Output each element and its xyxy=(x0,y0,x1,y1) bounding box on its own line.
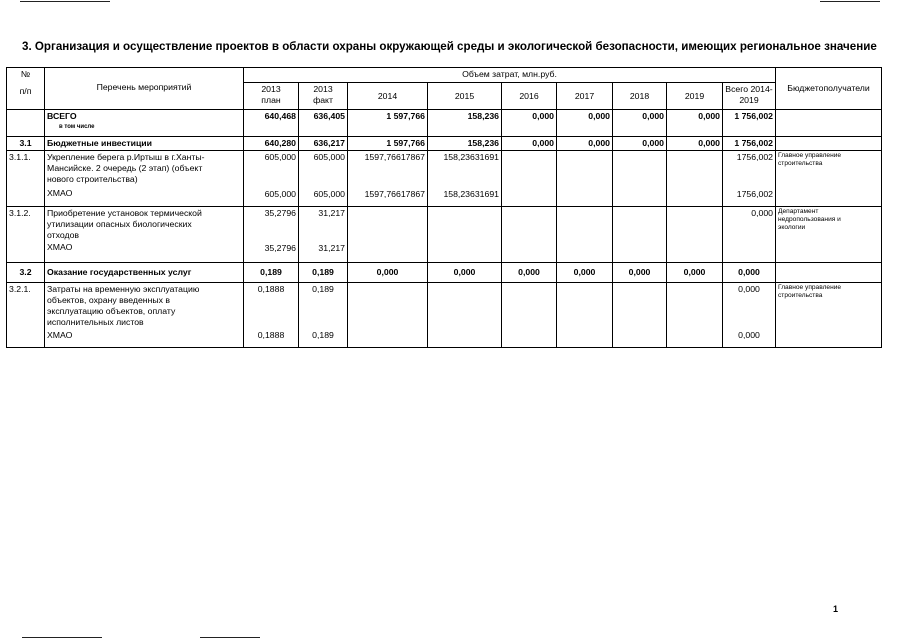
header-2013-plan xyxy=(244,83,299,110)
header-number xyxy=(7,68,45,110)
item-3-1-1-name-line2: Мансийске. 2 очередь (2 этап) (объект xyxy=(47,162,203,173)
item-3-1-1-2015 xyxy=(428,151,502,207)
total-2015: 158,236 xyxy=(428,110,502,137)
total-2013-plan: 640,468 xyxy=(244,110,299,137)
header-2013-fact xyxy=(299,83,348,110)
section-3-2-2014: 0,000 xyxy=(348,263,428,283)
item-3-2-1-recipient xyxy=(776,283,882,348)
item-3-1-2-recipient-line3: экологии xyxy=(778,224,806,232)
item-3-2-1-name-line3: эксплуатацию объектов, оплату xyxy=(47,305,176,316)
total-2016: 0,000 xyxy=(502,110,557,137)
item-row-3-1-1 xyxy=(7,151,882,207)
section-3-2-num: 3.2 xyxy=(7,263,45,283)
item-3-2-1-num: 3.2.1. xyxy=(7,283,45,348)
item-row-3-2-1 xyxy=(7,283,882,348)
item-3-1-1-2019 xyxy=(667,151,723,207)
total-2014: 1 597,766 xyxy=(348,110,428,137)
total-2017: 0,000 xyxy=(557,110,613,137)
section-3-1-total: 1 756,002 xyxy=(723,137,776,151)
header-2019: 2019 xyxy=(667,83,723,110)
section-3-2-name: Оказание государственных услуг xyxy=(45,263,244,283)
item-3-1-1-2014-sub: 1597,76617867 xyxy=(364,188,425,199)
section-3-2-2017: 0,000 xyxy=(557,263,613,283)
item-3-1-1-2018 xyxy=(613,151,667,207)
header-list: Перечень мероприятий xyxy=(45,68,244,110)
total-row xyxy=(7,110,882,137)
item-3-2-1-2013-plan-value: 0,1888 xyxy=(257,284,285,294)
item-3-1-1-name-line3: нового строительства) xyxy=(47,173,138,184)
item-3-1-1-total-sub: 1756,002 xyxy=(736,188,773,199)
item-3-1-2-total-value: 0,000 xyxy=(751,208,773,218)
item-3-1-1-2013-fact-sub: 605,000 xyxy=(313,188,345,199)
item-3-1-1-subregion: ХМАО xyxy=(47,187,73,198)
page-title: 3. Организация и осуществление проектов в области охраны окружающей среды и экологической безопасности, имеющих региональное значение xyxy=(22,40,877,53)
item-3-2-1-2017 xyxy=(557,283,613,348)
header-recipients: Бюджетополучатели xyxy=(776,68,882,110)
section-3-2-2013-plan: 0,189 xyxy=(244,263,299,283)
item-3-1-2-subregion: ХМАО xyxy=(47,241,73,252)
item-3-1-1-2017 xyxy=(557,151,613,207)
item-3-2-1-2019 xyxy=(667,283,723,348)
section-3-1-2013-fact: 636,217 xyxy=(299,137,348,151)
section-3-1-2014: 1 597,766 xyxy=(348,137,428,151)
item-3-1-1-recipient-line2: строительства xyxy=(778,160,823,168)
item-3-2-1-name-line1: Затраты на временную эксплуатацию xyxy=(47,284,200,294)
item-3-1-2-num: 3.1.2. xyxy=(7,207,45,263)
section-3-2-2015: 0,000 xyxy=(428,263,502,283)
item-3-1-1-2015-value: 158,23631691 xyxy=(443,152,499,162)
item-row-3-1-2 xyxy=(7,207,882,263)
section-3-2-2016: 0,000 xyxy=(502,263,557,283)
item-3-1-1-2013-fact-value: 605,000 xyxy=(313,152,345,162)
header-total xyxy=(723,83,776,110)
total-num xyxy=(7,110,45,137)
page-number: 1 xyxy=(833,604,839,614)
item-3-1-2-2017 xyxy=(557,207,613,263)
header-cost: Объем затрат, млн.руб. xyxy=(244,68,776,83)
header-2013-fact-label: факт xyxy=(313,94,333,105)
item-3-1-1-2014-value: 1597,76617867 xyxy=(364,152,425,162)
header-2017: 2017 xyxy=(557,83,613,110)
item-3-1-2-name xyxy=(45,207,244,263)
section-3-1-num: 3.1 xyxy=(7,137,45,151)
section-3-1-recipient xyxy=(776,137,882,151)
cost-table xyxy=(6,67,882,348)
header-2016: 2016 xyxy=(502,83,557,110)
header-2013-fact-year: 2013 xyxy=(313,84,333,94)
section-3-1-2016: 0,000 xyxy=(502,137,557,151)
total-2018: 0,000 xyxy=(613,110,667,137)
item-3-1-1-recipient-line1: Главное управление xyxy=(778,152,842,159)
total-name xyxy=(45,110,244,137)
item-3-2-1-name-line4: исполнительных листов xyxy=(47,316,144,327)
header-2014: 2014 xyxy=(348,83,428,110)
section-3-1-2018: 0,000 xyxy=(613,137,667,151)
item-3-1-2-2013-fact-value: 31,217 xyxy=(318,208,345,218)
item-3-1-1-2016 xyxy=(502,151,557,207)
section-3-1-2013-plan: 640,280 xyxy=(244,137,299,151)
section-3-1-2015: 158,236 xyxy=(428,137,502,151)
item-3-2-1-total-value: 0,000 xyxy=(738,284,760,294)
item-3-1-2-2013-fact xyxy=(299,207,348,263)
header-number-line1: № xyxy=(20,69,31,79)
section-3-2-recipient xyxy=(776,263,882,283)
item-3-1-2-name-line3: отходов xyxy=(47,229,80,240)
item-3-1-2-total xyxy=(723,207,776,263)
item-3-2-1-2013-plan-sub: 0,1888 xyxy=(257,329,285,340)
item-3-2-1-2013-plan xyxy=(244,283,299,348)
header-2013-plan-label: план xyxy=(261,94,281,105)
item-3-2-1-name xyxy=(45,283,244,348)
item-3-1-1-2013-plan xyxy=(244,151,299,207)
header-row-1 xyxy=(7,68,882,83)
item-3-1-1-num: 3.1.1. xyxy=(7,151,45,207)
item-3-1-1-recipient xyxy=(776,151,882,207)
scan-line-top-left xyxy=(20,1,110,2)
item-3-1-2-2016 xyxy=(502,207,557,263)
item-3-2-1-2014 xyxy=(348,283,428,348)
item-3-1-2-2013-plan-value: 35,2796 xyxy=(264,208,296,218)
item-3-2-1-2013-fact-value: 0,189 xyxy=(312,284,334,294)
item-3-1-2-2015 xyxy=(428,207,502,263)
item-3-2-1-2013-fact xyxy=(299,283,348,348)
item-3-1-1-total xyxy=(723,151,776,207)
item-3-2-1-2016 xyxy=(502,283,557,348)
item-3-2-1-name-line2: объектов, охрану введенных в xyxy=(47,294,171,305)
section-3-2-2013-fact: 0,189 xyxy=(299,263,348,283)
section-row-3-1 xyxy=(7,137,882,151)
item-3-1-1-name xyxy=(45,151,244,207)
item-3-1-1-total-value: 1756,002 xyxy=(736,152,773,162)
item-3-2-1-2015 xyxy=(428,283,502,348)
section-3-1-2017: 0,000 xyxy=(557,137,613,151)
total-sublabel: в том числе xyxy=(59,123,95,130)
scan-line-bottom-left xyxy=(22,637,102,638)
item-3-1-1-2013-fact xyxy=(299,151,348,207)
total-recipient xyxy=(776,110,882,137)
total-label: ВСЕГО xyxy=(47,111,77,121)
item-3-2-1-total xyxy=(723,283,776,348)
item-3-2-1-2018 xyxy=(613,283,667,348)
item-3-1-2-2018 xyxy=(613,207,667,263)
item-3-1-2-name-line1: Приобретение установок термической xyxy=(47,208,202,218)
section-row-3-2 xyxy=(7,263,882,283)
item-3-1-2-2013-fact-sub: 31,217 xyxy=(318,242,345,253)
section-3-1-2019: 0,000 xyxy=(667,137,723,151)
item-3-1-1-2015-sub: 158,23631691 xyxy=(443,188,499,199)
header-2013-plan-year: 2013 xyxy=(261,84,281,94)
total-2013-fact: 636,405 xyxy=(299,110,348,137)
item-3-2-1-subregion: ХМАО xyxy=(47,329,73,340)
item-3-1-2-2014 xyxy=(348,207,428,263)
item-3-2-1-recipient-line1: Главное управление xyxy=(778,284,842,291)
scan-line-bottom-mid xyxy=(200,637,260,638)
item-3-2-1-recipient-line2: строительства xyxy=(778,292,823,300)
header-2015: 2015 xyxy=(428,83,502,110)
header-total-line2: 2019 xyxy=(739,94,759,105)
section-3-2-2019: 0,000 xyxy=(667,263,723,283)
scan-line-top-right xyxy=(820,1,880,2)
total-2019: 0,000 xyxy=(667,110,723,137)
header-total-line1: Всего 2014- xyxy=(725,84,773,94)
item-3-1-1-2013-plan-value: 605,000 xyxy=(264,152,296,162)
item-3-1-2-2019 xyxy=(667,207,723,263)
total-all: 1 756,002 xyxy=(723,110,776,137)
item-3-1-2-recipient-line1: Департамент xyxy=(778,208,819,215)
item-3-1-1-2014 xyxy=(348,151,428,207)
item-3-1-2-2013-plan xyxy=(244,207,299,263)
item-3-1-2-2013-plan-sub: 35,2796 xyxy=(264,242,296,253)
section-3-2-total: 0,000 xyxy=(723,263,776,283)
item-3-2-1-2013-fact-sub: 0,189 xyxy=(312,329,334,340)
item-3-1-2-name-line2: утилизации опасных биологических xyxy=(47,218,192,229)
item-3-1-1-2013-plan-sub: 605,000 xyxy=(264,188,296,199)
item-3-2-1-total-sub: 0,000 xyxy=(738,329,760,340)
section-3-1-name: Бюджетные инвестиции xyxy=(45,137,244,151)
item-3-1-2-recipient xyxy=(776,207,882,263)
section-3-2-2018: 0,000 xyxy=(613,263,667,283)
item-3-1-2-recipient-line2: недропользования и xyxy=(778,216,841,224)
header-2018: 2018 xyxy=(613,83,667,110)
header-number-line2: п/п xyxy=(19,85,32,96)
item-3-1-1-name-line1: Укрепление берега р.Иртыш в г.Ханты- xyxy=(47,152,205,162)
